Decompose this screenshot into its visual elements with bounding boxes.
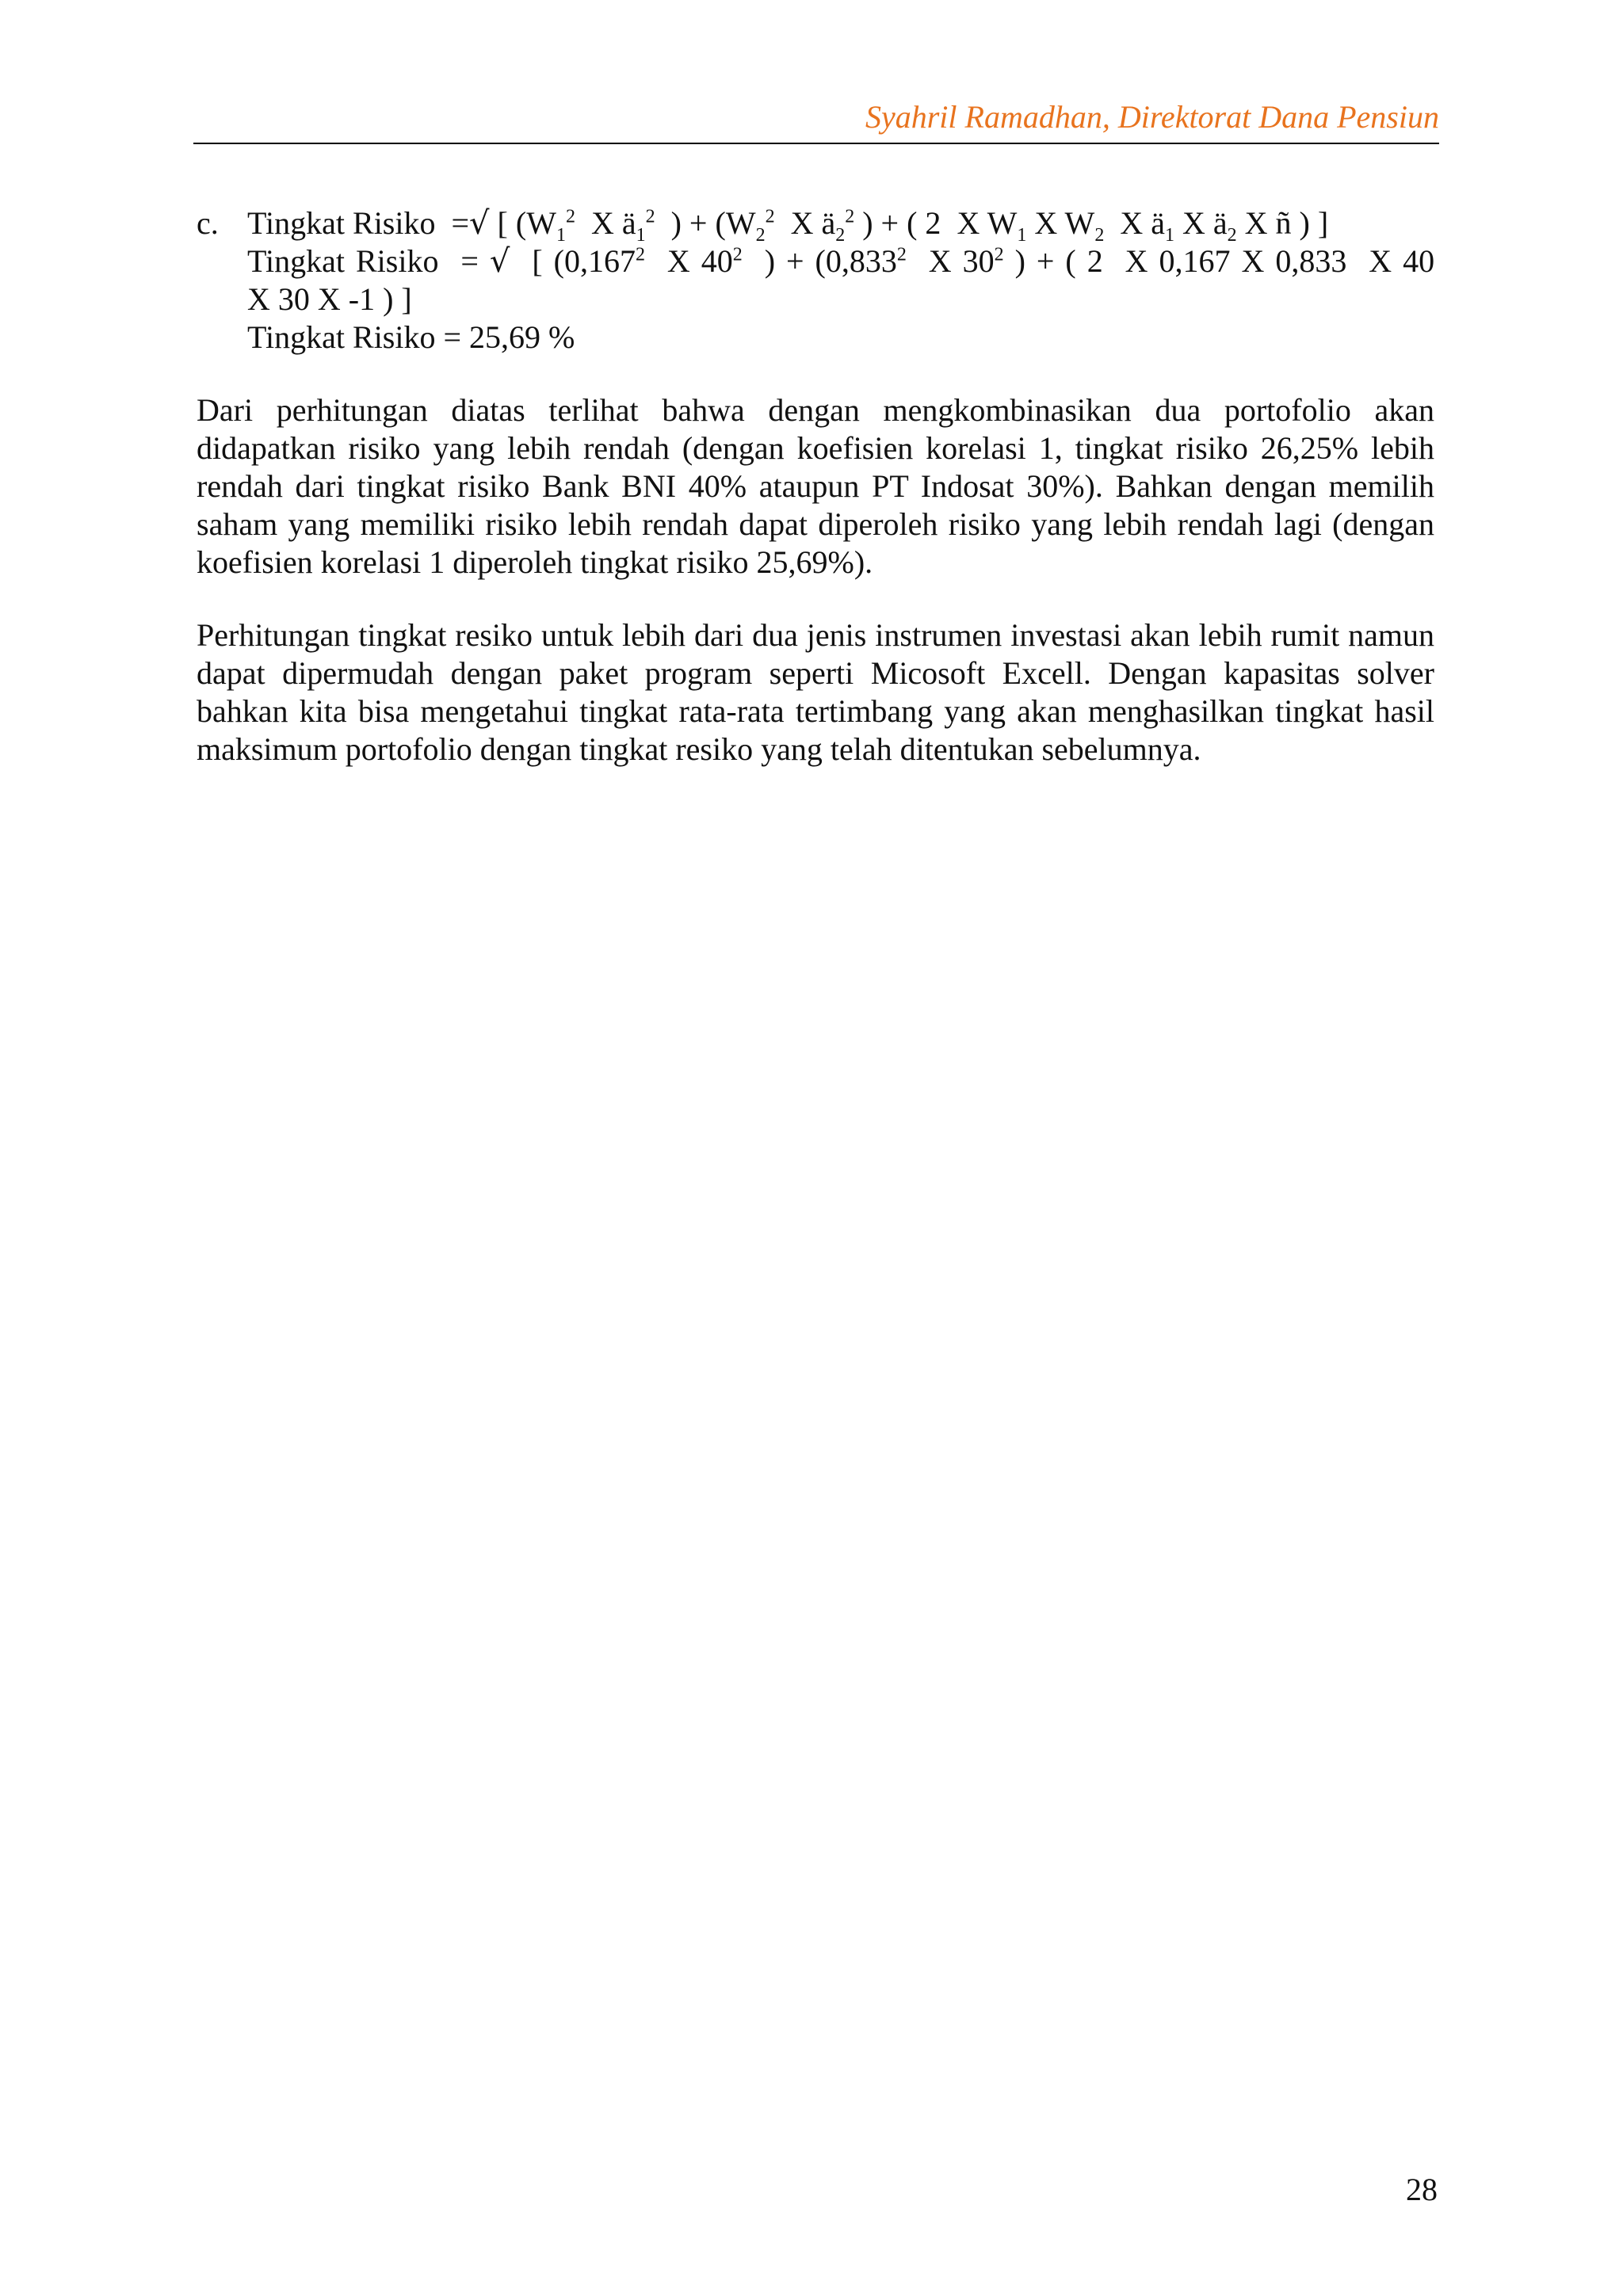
formula-label: Tingkat Risiko	[247, 243, 439, 279]
page-content	[197, 204, 1434, 800]
formula-result-line: Tingkat Risiko = 25,69 %	[247, 319, 575, 355]
formula-label: Tingkat Risiko	[247, 205, 436, 241]
sqrt-icon: √	[469, 205, 490, 242]
equals-sign: =	[451, 205, 470, 241]
substituted-formula-line: Tingkat Risiko = √ [ (0,167$^2$ X $40^2$ ) + ($0,833^2$ X $30^2$ ) + ( 2 X 0,167 X 0,833 X 40	[247, 243, 1435, 280]
substituted-formula-continuation: X 30 X -1 ) ]	[247, 281, 412, 317]
formula-item-c	[197, 204, 1434, 357]
paragraph-1: Dari perhitungan diatas terlihat bahwa dengan mengkombinasikan dua portofolio akan didapatkan risiko yang lebih rendah (dengan koefisien korelasi 1, tingkat risiko 26,25% lebih rendah dari tingkat risiko Bank BNI 40% ataupun PT Indosat 30%). Bahkan dengan memilih saham yang memiliki risiko lebih rendah dapat diperoleh risiko yang lebih rendah lagi (dengan koefisien korelasi 1 diperoleh tingkat risiko 25,69%).	[197, 392, 1434, 580]
running-header	[193, 95, 1439, 144]
list-marker: c.	[197, 205, 219, 241]
page-number: 28	[1406, 2172, 1438, 2207]
general-formula-line: Tingkat Risiko =√ [ ($W_1^2$ X $ä_1^2$ ) + ($W_2^2$ X $ä_2^2$ ) + ( 2 X $W_1$ X $W_2$ X $ä_1$ X $ä_2$ X ñ ) ]	[247, 205, 1329, 246]
sqrt-icon: √	[489, 243, 510, 280]
header-author-line: Syahril Ramadhan, Direktorat Dana Pensiun	[865, 99, 1439, 135]
paragraph-2: Perhitungan tingkat resiko untuk lebih dari dua jenis instrumen investasi akan lebih rumit namun dapat dipermudah dengan paket program seperti Micosoft Excell. Dengan kapasitas solver bahkan kita bisa mengetahui tingkat rata-rata tertimbang yang akan menghasilkan tingkat hasil maksimum portofolio dengan tingkat resiko yang telah ditentukan sebelumnya.	[197, 617, 1434, 767]
equals-sign: =	[460, 243, 479, 279]
